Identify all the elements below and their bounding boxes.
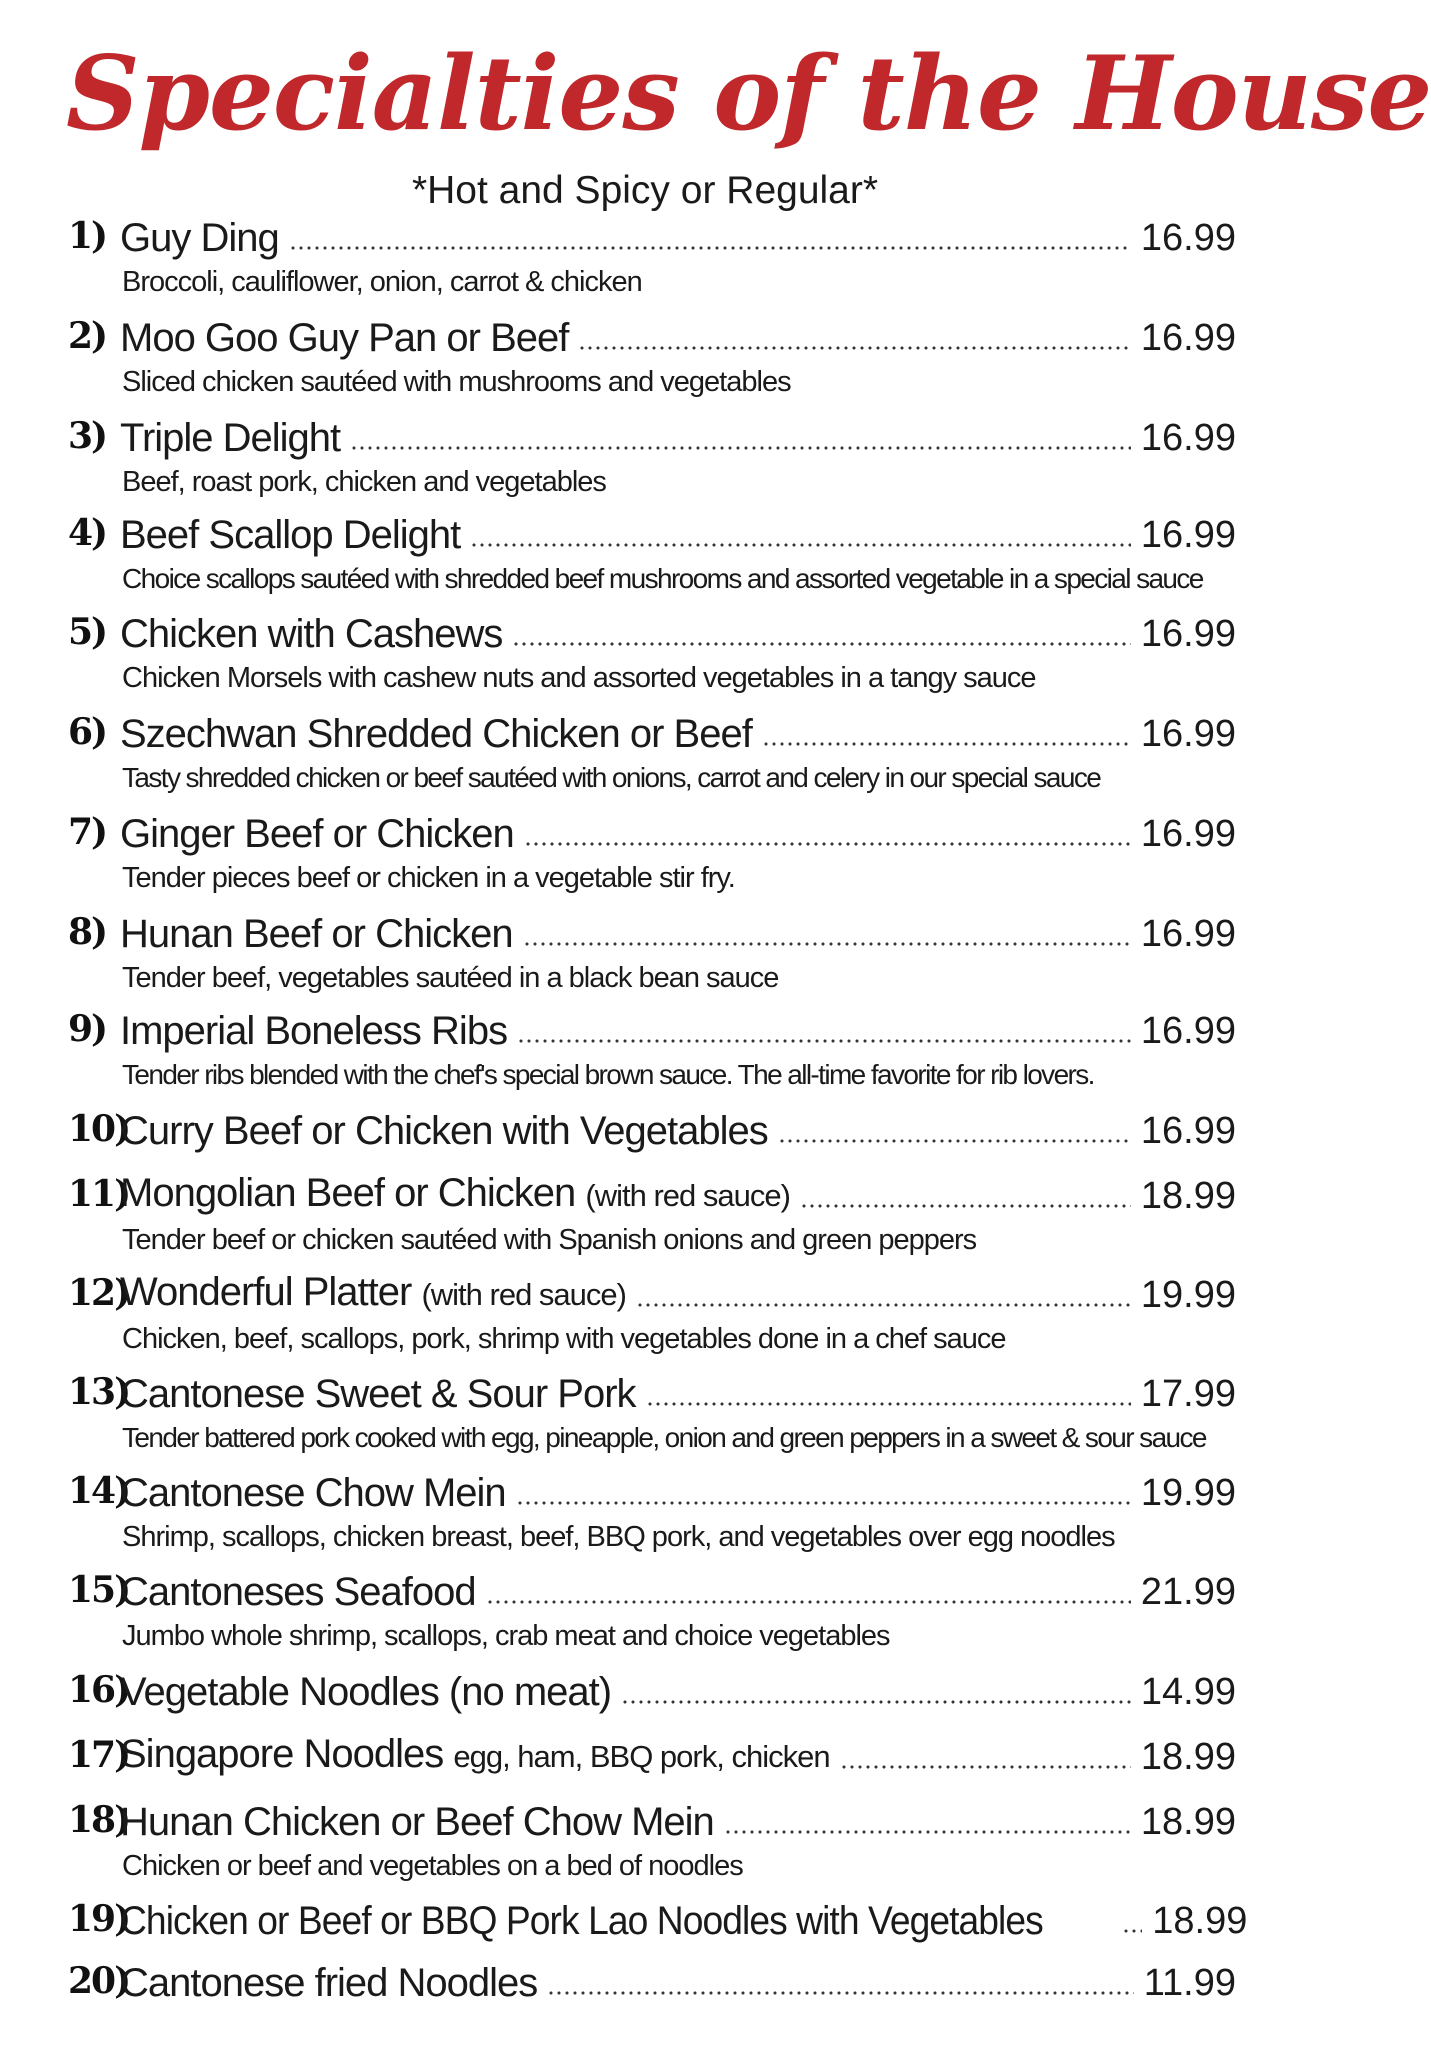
item-price: 16.99 [1140, 713, 1236, 755]
dot-leader [350, 446, 1131, 450]
item-number: 9) [68, 1008, 107, 1050]
item-name-text: Chicken or Beef or BBQ Pork Lao Noodles with Vegetables [120, 1899, 1043, 1943]
item-name [120, 1370, 636, 1418]
item-number: 3) [68, 415, 107, 457]
menu-item [0, 806, 1244, 894]
item-name [120, 910, 513, 958]
item-name [120, 1897, 1043, 1945]
item-price: 18.99 [1140, 1736, 1236, 1778]
item-name-text: Wonderful Platter [120, 1270, 412, 1314]
dot-leader [486, 1600, 1131, 1604]
item-name-text: Ginger Beef or Chicken [120, 812, 514, 856]
item-number: 1) [68, 215, 107, 257]
item-number: 11) [68, 1173, 130, 1215]
dot-leader [621, 1700, 1131, 1704]
dot-leader [840, 1765, 1131, 1769]
item-name [120, 511, 460, 559]
item-name [120, 1798, 714, 1846]
item-note: egg, ham, BBQ pork, chicken [453, 1739, 830, 1774]
item-name [120, 1268, 626, 1319]
item-name [120, 1007, 507, 1055]
item-name [120, 1668, 611, 1716]
dot-leader [646, 1402, 1131, 1406]
item-name [120, 1107, 768, 1155]
item-name [120, 1568, 476, 1616]
item-price: 16.99 [1140, 1010, 1236, 1052]
item-price: 16.99 [1140, 913, 1236, 955]
item-description: Tender pieces beef or chicken in a vegetable stir fry. [122, 862, 735, 894]
item-price: 16.99 [1140, 317, 1236, 359]
item-name [120, 214, 279, 262]
item-name-text: Beef Scallop Delight [120, 513, 461, 557]
item-name-text: Vegetable Noodles (no meat) [120, 1670, 612, 1714]
item-number: 17) [68, 1734, 130, 1776]
item-number: 7) [68, 811, 107, 853]
item-price: 11.99 [1143, 1962, 1236, 2004]
menu-item [0, 1366, 1244, 1453]
menu-item [0, 1103, 1244, 1155]
item-name-text: Singapore Noodles [120, 1732, 444, 1776]
item-description: Beef, roast pork, chicken and vegetables [122, 466, 606, 498]
dot-leader [524, 842, 1131, 846]
item-name-text: Chicken with Cashews [120, 612, 503, 656]
item-price: 21.99 [1140, 1571, 1236, 1613]
item-price: 19.99 [1140, 1274, 1236, 1316]
item-description: Tender ribs blended with the chef's special brown sauce. The all-time favorite for rib lovers. [122, 1059, 1094, 1090]
page-title: Specialties of the House [66, 34, 1431, 154]
item-price: 18.99 [1140, 1175, 1236, 1217]
item-number: 6) [68, 711, 107, 753]
item-name-text: Curry Beef or Chicken with Vegetables [120, 1109, 768, 1153]
item-note: (with red sauce) [585, 1178, 790, 1213]
menu-item [0, 1465, 1244, 1553]
item-price: 18.99 [1140, 1801, 1236, 1843]
item-price: 14.99 [1140, 1671, 1236, 1713]
item-name [120, 1169, 790, 1220]
item-name-text: Triple Delight [120, 416, 341, 460]
item-number: 18) [68, 1799, 130, 1841]
dot-leader [512, 642, 1131, 646]
menu-item [0, 906, 1244, 994]
item-number: 5) [68, 611, 107, 653]
item-number: 14) [68, 1470, 130, 1512]
item-description: Tender battered pork cooked with egg, pineapple, onion and green peppers in a sweet & sour sauce [122, 1422, 1206, 1453]
item-number: 2) [68, 315, 107, 357]
item-name-text: Szechwan Shredded Chicken or Beef [120, 712, 752, 756]
dot-leader [778, 1139, 1131, 1143]
item-number: 10) [68, 1108, 130, 1150]
item-name [120, 1959, 537, 2007]
item-price: 16.99 [1140, 417, 1236, 459]
item-number: 12) [68, 1272, 130, 1314]
item-price: 18.99 [1152, 1900, 1248, 1942]
item-name-text: Cantonese Sweet & Sour Pork [120, 1372, 636, 1416]
item-description: Tasty shredded chicken or beef sautéed with onions, carrot and celery in our special sauce [122, 762, 1101, 793]
item-number: 8) [68, 911, 107, 953]
menu-item [0, 706, 1244, 793]
dot-leader [470, 543, 1131, 547]
menu-item [0, 410, 1244, 498]
item-name [120, 414, 340, 462]
item-description: Choice scallops sautéed with shredded beef mushrooms and assorted vegetable in a special sauce [122, 563, 1203, 594]
menu-item [0, 1893, 1248, 1945]
item-number: 15) [68, 1569, 130, 1611]
dot-leader [1122, 1929, 1142, 1933]
item-name-text: Cantonese Chow Mein [120, 1471, 506, 1515]
item-name [120, 1730, 830, 1781]
item-name-text: Hunan Beef or Chicken [120, 912, 513, 956]
item-name [120, 1469, 506, 1517]
item-number: 16) [68, 1669, 130, 1711]
item-name [120, 810, 514, 858]
item-price: 16.99 [1140, 217, 1236, 259]
menu-item [0, 1955, 1244, 2007]
item-description: Tender beef, vegetables sautéed in a black bean sauce [122, 962, 779, 994]
dot-leader [547, 1991, 1133, 1995]
dot-leader [762, 742, 1131, 746]
item-price: 16.99 [1140, 813, 1236, 855]
item-price: 16.99 [1140, 613, 1236, 655]
item-description: Chicken, beef, scallops, pork, shrimp with vegetables done in a chef sauce [122, 1323, 1006, 1355]
dot-leader [289, 246, 1131, 250]
menu-item [0, 1267, 1244, 1355]
menu-item [0, 310, 1244, 398]
item-price: 16.99 [1140, 514, 1236, 556]
item-name-text: Hunan Chicken or Beef Chow Mein [120, 1800, 714, 1844]
item-price: 16.99 [1140, 1110, 1236, 1152]
item-price: 19.99 [1140, 1472, 1236, 1514]
item-number: 20) [68, 1960, 130, 2002]
menu-item [0, 606, 1244, 694]
menu-item [0, 1003, 1244, 1090]
item-description: Jumbo whole shrimp, scallops, crab meat and choice vegetables [122, 1620, 890, 1652]
item-name-text: Cantoneses Seafood [120, 1570, 476, 1614]
dot-leader [523, 942, 1131, 946]
item-description: Chicken Morsels with cashew nuts and assorted vegetables in a tangy sauce [122, 662, 1036, 694]
item-name-text: Cantonese fried Noodles [120, 1961, 538, 2005]
item-name [120, 610, 502, 658]
item-name-text: Moo Goo Guy Pan or Beef [120, 316, 569, 360]
item-number: 4) [68, 512, 107, 554]
menu-item [0, 1168, 1244, 1256]
dot-leader [578, 346, 1131, 350]
dot-leader [516, 1501, 1131, 1505]
dot-leader [636, 1303, 1131, 1307]
menu-item [0, 507, 1244, 594]
item-description: Chicken or beef and vegetables on a bed of noodles [122, 1850, 743, 1882]
item-description: Shrimp, scallops, chicken breast, beef, BBQ pork, and vegetables over egg noodles [122, 1521, 1115, 1553]
item-description: Broccoli, cauliflower, onion, carrot & chicken [122, 266, 642, 298]
item-price: 17.99 [1140, 1373, 1236, 1415]
item-name-text: Guy Ding [120, 216, 279, 260]
item-name [120, 710, 752, 758]
dot-leader [800, 1204, 1131, 1208]
menu-item [0, 1664, 1244, 1716]
item-number: 13) [68, 1371, 130, 1413]
item-number: 19) [68, 1898, 130, 1940]
dot-leader [724, 1830, 1131, 1834]
menu-item [0, 1564, 1244, 1652]
menu-item [0, 1729, 1244, 1781]
dot-leader [517, 1039, 1131, 1043]
item-name [120, 314, 568, 362]
menu-item [0, 210, 1244, 298]
item-description: Tender beef or chicken sautéed with Spanish onions and green peppers [122, 1224, 977, 1256]
item-name-text: Imperial Boneless Ribs [120, 1009, 508, 1053]
menu-subtitle: *Hot and Spicy or Regular* [411, 169, 879, 212]
item-description: Sliced chicken sautéed with mushrooms and vegetables [122, 366, 791, 398]
item-note: (with red sauce) [421, 1277, 626, 1312]
menu-item [0, 1794, 1244, 1882]
item-name-text: Mongolian Beef or Chicken [120, 1171, 576, 1215]
